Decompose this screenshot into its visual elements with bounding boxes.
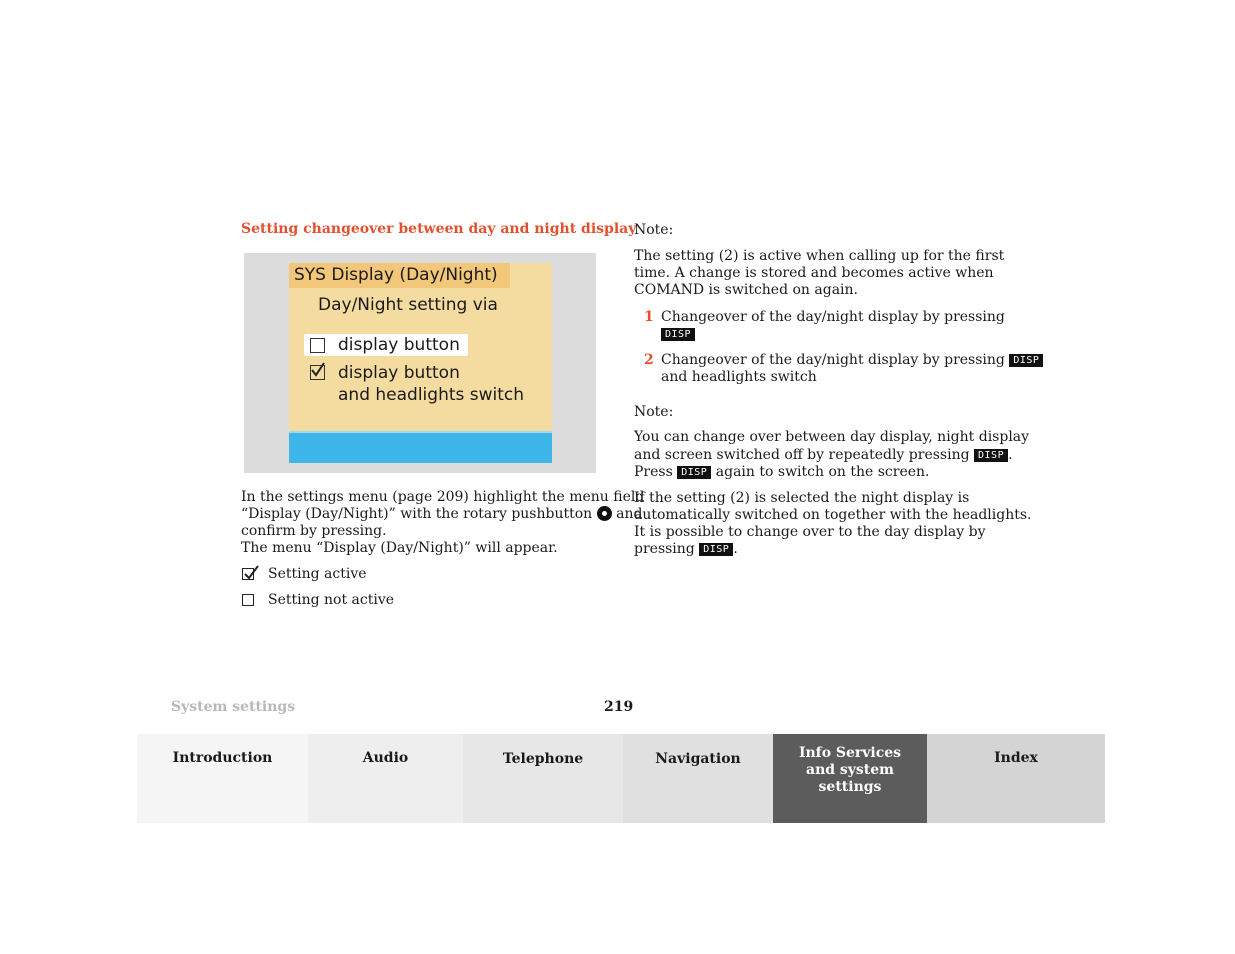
- checked-box-icon: [242, 568, 254, 580]
- unchecked-box-icon: [242, 594, 254, 606]
- list-item-2-text: Changeover of the day/night display by pressing: [661, 352, 1005, 368]
- legend-inactive: Setting not active: [268, 592, 395, 608]
- tab-label: Introduction: [172, 750, 273, 766]
- disp-button-icon: DISP: [677, 466, 711, 479]
- screen-title-bar: [289, 263, 510, 288]
- body-line-1: In the settings menu (page 209) highlight the menu field: [241, 489, 645, 505]
- tab-label: Navigation: [655, 751, 741, 767]
- note-2-line-1: You can change over between day display, night display: [634, 429, 1030, 445]
- screen-figure: [244, 253, 596, 473]
- screen-option-1: display button: [338, 335, 460, 355]
- tab-introduction[interactable]: [137, 734, 308, 823]
- tab-label: Audio: [362, 750, 409, 766]
- note-2-line-3-b: again to switch on the screen.: [715, 464, 930, 480]
- note-2-line-2-text: and screen switched off by repeatedly pressing: [634, 447, 970, 463]
- note-3-line-4-a: pressing: [634, 541, 695, 557]
- tab-audio[interactable]: [308, 734, 463, 823]
- list-item-2-line-2: and headlights switch: [661, 369, 817, 385]
- note-3-line-2: automatically switched on together with the headlights.: [634, 507, 1032, 523]
- note-1-line-2: time. A change is stored and becomes active when: [634, 265, 994, 281]
- note-label: Note:: [634, 222, 674, 238]
- screen-subtitle: Day/Night setting via: [318, 295, 498, 315]
- tab-label: Telephone: [502, 751, 584, 767]
- list-number-2: 2: [644, 352, 654, 368]
- tab-index[interactable]: [927, 734, 1105, 823]
- section-label: System settings: [171, 699, 296, 715]
- disp-button-icon: DISP: [699, 543, 733, 556]
- tab-navigation[interactable]: [623, 734, 773, 823]
- note-3-line-4-b: .: [733, 541, 738, 557]
- unchecked-box-icon: [310, 338, 325, 353]
- body-line-2a: “Display (Day/Night)” with the rotary pushbutton: [241, 506, 593, 522]
- note-label: Note:: [634, 404, 674, 420]
- display-screen: [289, 263, 552, 463]
- body-line-2: [241, 506, 642, 523]
- note-2-line-2: [634, 447, 1013, 464]
- note-3-line-4: [634, 541, 738, 558]
- page-number: 219: [604, 699, 634, 715]
- note-1-line-3: COMAND is switched on again.: [634, 282, 858, 298]
- section-heading: Setting changeover between day and night display: [241, 221, 637, 237]
- note-2-line-3: [634, 464, 930, 481]
- tab-info-services-active[interactable]: [773, 734, 927, 823]
- list-item-1-key: [661, 326, 695, 343]
- legend-active: Setting active: [268, 566, 367, 582]
- tab-label: Index: [994, 750, 1038, 766]
- body-line-4: The menu “Display (Day/Night)” will appear.: [241, 540, 558, 556]
- screen-option-2-line2: and headlights switch: [338, 385, 525, 405]
- tab-telephone[interactable]: [463, 734, 623, 823]
- note-3-line-3: It is possible to change over to the day display by: [634, 524, 986, 540]
- disp-button-icon: DISP: [661, 328, 695, 341]
- disp-button-icon: DISP: [1009, 354, 1043, 367]
- body-line-2b: and: [616, 506, 643, 522]
- note-1-line-1: The setting (2) is active when calling up for the first: [634, 248, 1005, 264]
- list-item-1-text: Changeover of the day/night display by pressing: [661, 309, 1005, 325]
- tab-label: Info Services and system settings: [798, 745, 902, 795]
- disp-button-icon: DISP: [974, 449, 1008, 462]
- rotary-pushbutton-icon: [597, 506, 612, 521]
- note-2-line-3-a: Press: [634, 464, 673, 480]
- note-2-line-2-end: .: [1008, 447, 1013, 463]
- checked-box-icon: [310, 365, 325, 380]
- note-3-line-1: If the setting (2) is selected the night display is: [634, 490, 970, 506]
- screen-title: SYS Display (Day/Night): [294, 265, 498, 285]
- list-item-2-line-1: [661, 352, 1043, 369]
- screen-option-2-line1: display button: [338, 363, 460, 383]
- list-number-1: 1: [644, 309, 654, 325]
- body-line-3: confirm by pressing.: [241, 523, 387, 539]
- screen-status-bar: [289, 431, 552, 463]
